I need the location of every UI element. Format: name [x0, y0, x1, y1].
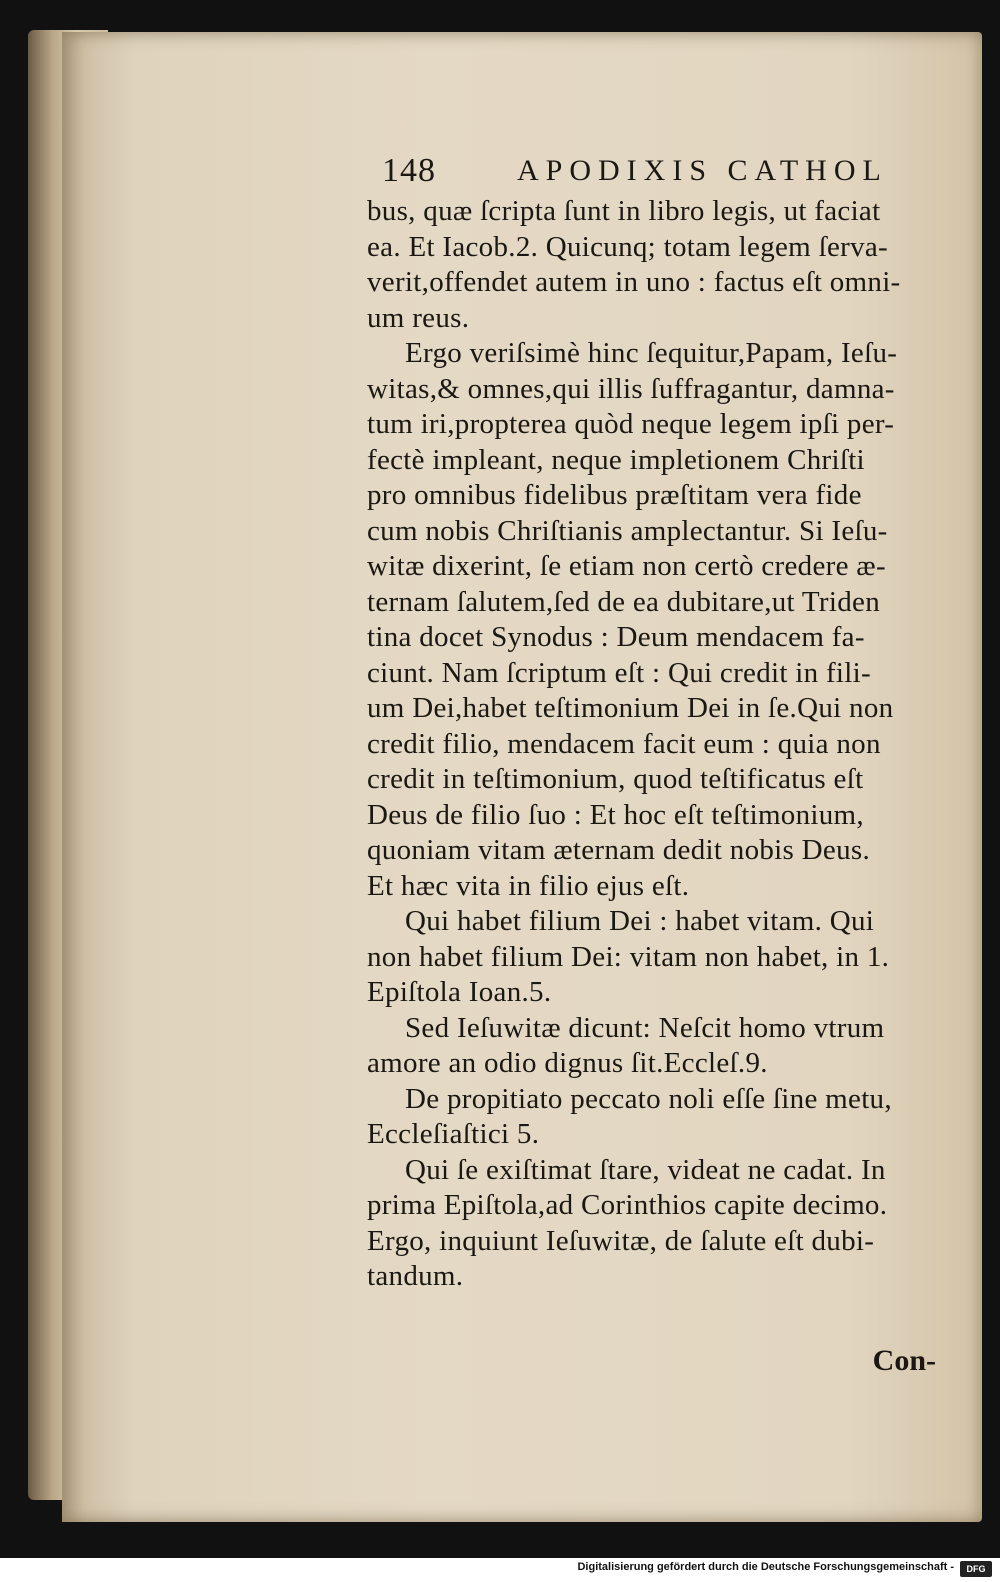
- text-line: tandum.: [367, 1260, 464, 1292]
- running-head-title: APODIXIS CATHOL: [517, 154, 888, 187]
- text-line: pro omnibus fidelibus præſtitam vera fide: [367, 479, 862, 511]
- text-line: Deus de filio ſuo : Et hoc eſt teſtimonium,: [367, 798, 864, 831]
- text-line: ciunt. Nam ſcriptum eſt : Qui credit in fili-: [367, 656, 871, 689]
- text-line: Qui ſe exiſtimat ſtare, videat ne cadat. In: [405, 1153, 886, 1186]
- text-line: cum nobis Chriſtianis amplectantur. Si Ieſu-: [367, 514, 888, 547]
- footer-bar: [0, 1558, 1000, 1582]
- text-line: witas,& omnes,qui illis ſuffragantur, damna-: [367, 372, 895, 405]
- text-line: prima Epiſtola,ad Corinthios capite decimo.: [367, 1189, 888, 1221]
- text-line: De propitiato peccato noli eſſe ſine metu,: [405, 1082, 892, 1115]
- text-line: credit in teſtimonium, quod teſtificatus eſt: [367, 763, 864, 795]
- text-line: Ergo veriſsimè hinc ſequitur,Papam, Ieſu-: [405, 337, 898, 369]
- text-line: tum iri,propterea quòd neque legem ipſi per-: [367, 408, 895, 440]
- text-line: Qui habet filium Dei : habet vitam. Qui: [405, 905, 875, 937]
- text-line: um reus.: [367, 301, 470, 334]
- catchword: Con-: [872, 1344, 936, 1377]
- text-line: um Dei,habet teſtimonium Dei in ſe.Qui non: [367, 692, 894, 724]
- text-line: quoniam vitam æternam dedit nobis Deus.: [367, 834, 871, 866]
- text-line: non habet filium Dei: vitam non habet, in 1.: [367, 940, 890, 973]
- text-line: amore an odio dignus ſit.Eccleſ.9.: [367, 1047, 768, 1079]
- running-head: [312, 142, 1000, 188]
- text-line: witæ dixerint, ſe etiam non certò credere æ-: [367, 550, 886, 582]
- text-line: Epiſtola Ioan.5.: [367, 976, 552, 1008]
- text-line: ternam ſalutem,ſed de ea dubitare,ut Triden: [367, 585, 881, 618]
- text-line: tina docet Synodus : Deum mendacem fa-: [367, 621, 865, 653]
- text-line: Et hæc vita in filio ejus eſt.: [367, 869, 690, 902]
- text-line: verit,offendet autem in uno : factus eſt omni-: [367, 266, 901, 298]
- page-number: 148: [382, 152, 436, 189]
- text-line: bus, quæ ſcripta ſunt in libro legis, ut faciat: [367, 195, 881, 227]
- text-line: ea. Et Iacob.2. Quicunq; totam legem ſerva-: [367, 230, 889, 263]
- book-page: [62, 32, 982, 1522]
- dfg-logo: DFG: [960, 1561, 992, 1577]
- funding-credit: Digitalisierung gefördert durch die Deutsche Forschungsgemeinschaft -: [577, 1561, 954, 1573]
- text-line: credit filio, mendacem facit eum : quia non: [367, 727, 881, 760]
- text-line: fectè impleant, neque impletionem Chriſti: [367, 443, 865, 476]
- text-line: Ergo, inquiunt Ieſuwitæ, de ſalute eſt dubi-: [367, 1224, 875, 1257]
- text-line: Sed Ieſuwitæ dicunt: Neſcit homo vtrum: [405, 1011, 885, 1044]
- body-text: [367, 194, 1000, 1295]
- text-line: Eccleſiaſtici 5.: [367, 1118, 540, 1150]
